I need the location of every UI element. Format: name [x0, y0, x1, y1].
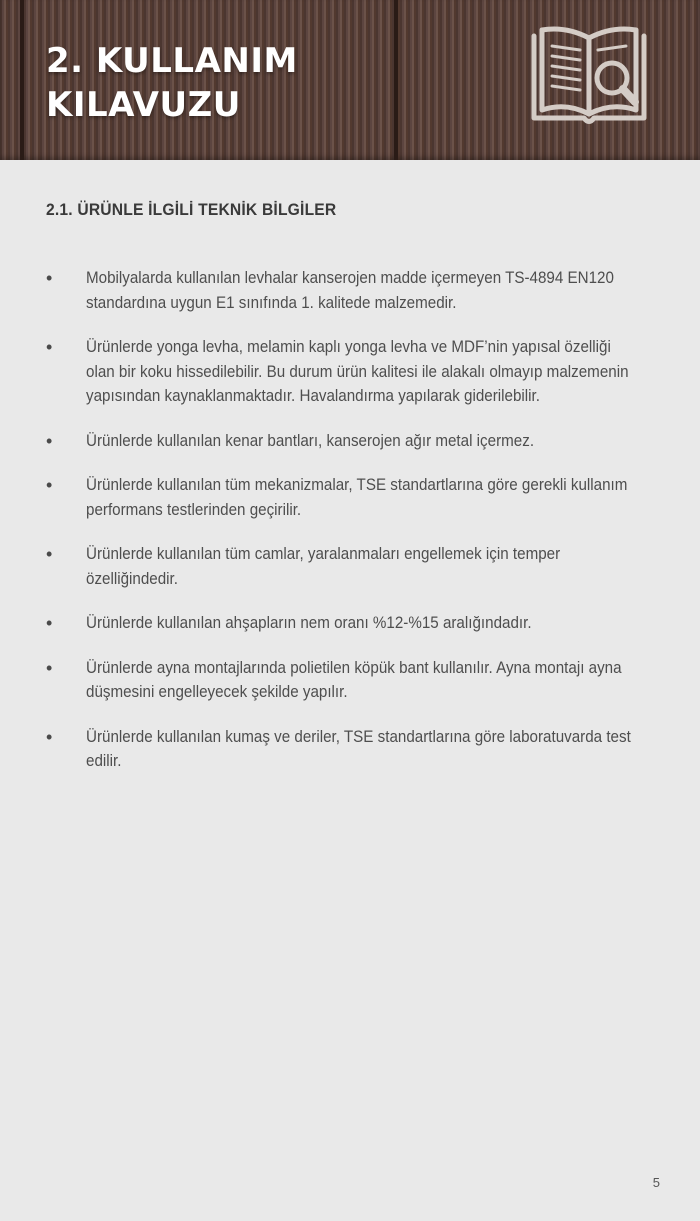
book-magnifier-icon [528, 22, 650, 132]
bullet-icon: • [46, 475, 53, 495]
list-item-text: Ürünlerde yonga levha, melamin kaplı yonga levha ve MDF’nin yapısal özelliği olan bir koku hissedilebilir. Bu durum ürün kalitesi ile alakalı olmayıp malzemenin yapısından kaynaklanmaktadır. Havalandırma yapılarak giderilebilir. [86, 338, 629, 405]
chapter-title [46, 39, 298, 127]
list-item [46, 473, 646, 522]
list-item [46, 429, 646, 454]
section-heading: 2.1. ÜRÜNLE İLGİLİ TEKNİK BİLGİLER [46, 200, 337, 219]
bullet-icon: • [46, 613, 53, 633]
list-item [46, 725, 646, 774]
bullet-icon: • [46, 268, 53, 288]
list-item-text: Ürünlerde kullanılan kumaş ve deriler, TSE standartlarına göre laboratuvarda test edilir. [86, 727, 631, 770]
chapter-title-line1: 2. KULLANIM [46, 41, 298, 81]
list-item-text: Ürünlerde kullanılan tüm mekanizmalar, TSE standartlarına göre gerekli kullanım performans testlerinden geçirilir. [86, 476, 628, 519]
list-item-text: Ürünlerde kullanılan tüm camlar, yaralanmaları engellemek için temper özelliğindedir. [86, 545, 561, 588]
wood-seam [20, 0, 24, 160]
list-item [46, 335, 646, 409]
list-item-text: Ürünlerde ayna montajlarında polietilen köpük bant kullanılır. Ayna montajı ayna düşmesini engelleyecek şekilde yapılır. [86, 658, 622, 701]
list-item-text: Mobilyalarda kullanılan levhalar kanserojen madde içermeyen TS-4894 EN120 standardına uygun E1 sınıfında 1. kalitede malzemedir. [86, 269, 614, 312]
page-number: 5 [652, 1175, 660, 1190]
bullet-icon: • [46, 657, 53, 678]
chapter-title-line2: KILAVUZU [46, 85, 241, 125]
bullet-icon: • [46, 430, 53, 451]
list-item [46, 656, 646, 705]
wood-seam [394, 0, 398, 160]
list-item-text: Ürünlerde kullanılan kenar bantları, kanserojen ağır metal içermez. [86, 431, 535, 450]
bullet-icon: • [46, 544, 53, 564]
technical-info-list [46, 266, 646, 794]
bullet-icon: • [46, 337, 53, 357]
list-item-text: Ürünlerde kullanılan ahşapların nem oranı %12-%15 aralığındadır. [86, 614, 532, 632]
list-item [46, 266, 646, 315]
list-item [46, 611, 646, 636]
bullet-icon: • [46, 726, 53, 747]
list-item [46, 542, 646, 591]
header-banner [0, 0, 700, 160]
